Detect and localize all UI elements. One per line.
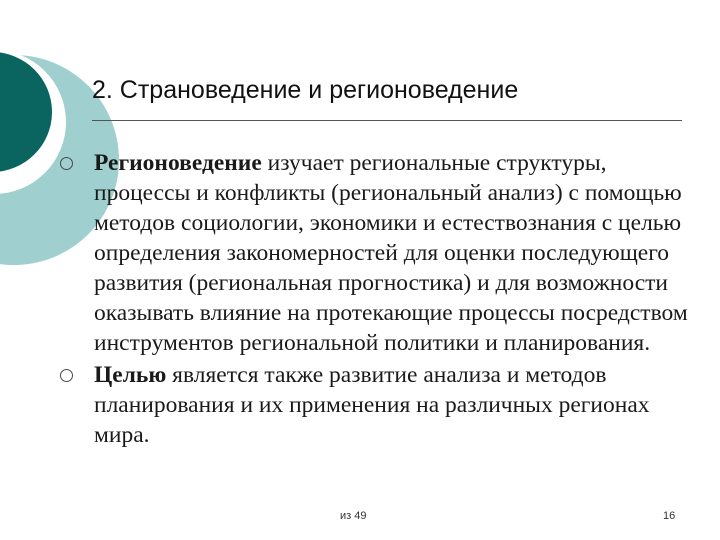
bullet-list (60, 148, 700, 450)
bullet-text: изучает региональные структуры, процессы и конфликты (региональный анализ) с помощью методов социологии, экономики и естествознания с целью определения закономерностей для оценки последующего развития (региональная прогностика) и для возможности оказывать влияние на протекающие процессы посредством инструментов региональной политики и планирования. (94, 150, 688, 356)
title-divider (92, 120, 682, 121)
bullet-term: Регионоведение (94, 150, 262, 176)
slide-title: 2. Страноведение и регионоведение (92, 76, 519, 104)
bullet-circle-icon (60, 157, 73, 170)
bullet-term: Целью (94, 362, 167, 388)
bullet-text: является также развитие анализа и методов планирования и их применения на различных регионах мира. (94, 362, 650, 448)
bullet-circle-icon (60, 369, 73, 382)
slide-count-label: из 49 (340, 510, 367, 522)
page-number: 16 (663, 510, 676, 522)
bullet-item (60, 360, 700, 450)
bullet-item (60, 148, 700, 358)
